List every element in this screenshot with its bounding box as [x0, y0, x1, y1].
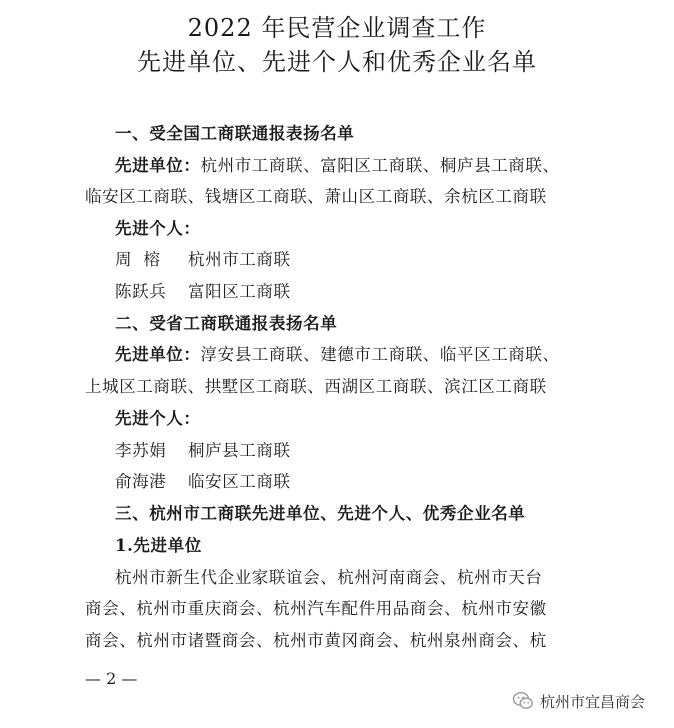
section1-units-line2: 临安区工商联、钱塘区工商联、萧山区工商联、余杭区工商联	[85, 187, 547, 206]
section2-units-line2: 上城区工商联、拱墅区工商联、西湖区工商联、滨江区工商联	[85, 377, 547, 396]
section1-person-row	[115, 249, 291, 271]
person-name: 陈跃兵	[115, 282, 167, 301]
section2-units-text1: 淳安县工商联、建德市工商联、临平区工商联、	[200, 345, 560, 364]
section1-persons-label: 先进个人：	[115, 219, 201, 238]
document-title-line2: 先进单位、先进个人和优秀企业名单	[137, 48, 537, 76]
page-number: — 2 —	[85, 669, 138, 688]
section1-units-line1	[115, 155, 560, 177]
person-name: 周榕	[115, 250, 172, 269]
section2-units-line1	[115, 344, 560, 366]
section3-sub1-line3: 商会、杭州市诸暨商会、杭州市黄冈商会、杭州泉州商会、杭	[85, 631, 547, 650]
section1-units-text1: 杭州市工商联、富阳区工商联、桐庐县工商联、	[200, 156, 560, 175]
document-title-line1: 2022 年民营企业调查工作	[187, 14, 487, 42]
section2-person-row	[115, 471, 291, 493]
section2-heading: 二、受省工商联通报表扬名单	[115, 314, 338, 333]
person-org: 桐庐县工商联	[188, 441, 291, 460]
section3-sub1-line2: 商会、杭州市重庆商会、杭州汽车配件用品商会、杭州市安徽	[85, 599, 547, 618]
person-org: 临安区工商联	[188, 472, 291, 491]
section1-person-row	[115, 281, 291, 303]
wechat-icon	[512, 690, 534, 712]
section1-heading: 一、受全国工商联通报表扬名单	[115, 124, 355, 143]
section3-sub1-heading: 1.先进单位	[115, 536, 202, 555]
watermark	[512, 690, 645, 712]
person-name: 李苏娟	[115, 441, 167, 460]
section3-heading: 三、杭州市工商联先进单位、先进个人、优秀企业名单	[115, 504, 526, 523]
person-org: 富阳区工商联	[188, 282, 291, 301]
person-name: 俞海港	[115, 472, 167, 491]
watermark-text: 杭州市宜昌商会	[540, 692, 646, 711]
section1-units-label: 先进单位：	[115, 156, 201, 175]
section2-persons-label: 先进个人：	[115, 409, 201, 428]
section2-units-label: 先进单位：	[115, 345, 201, 364]
section3-sub1-line1: 杭州市新生代企业家联谊会、杭州河南商会、杭州市天台	[115, 568, 543, 587]
person-org: 杭州市工商联	[188, 250, 291, 269]
section2-person-row	[115, 440, 291, 462]
